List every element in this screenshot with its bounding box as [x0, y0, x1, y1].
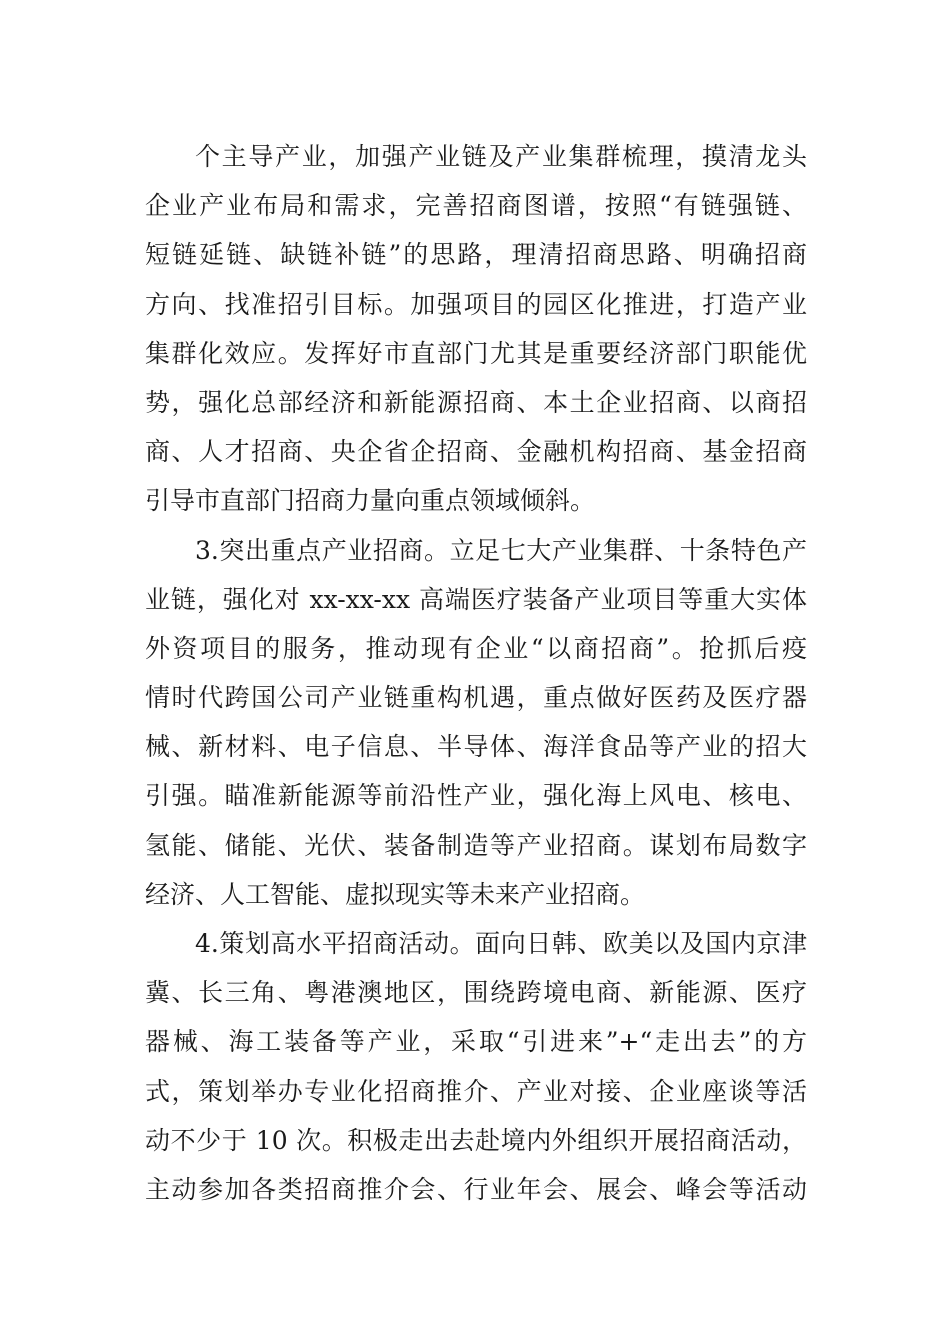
text-line: 3.突出重点产业招商。立足七大产业集群、十条特色产: [195, 535, 807, 565]
text-line: 方向、找准招引目标。加强项目的园区化推进，打造产业: [145, 289, 807, 319]
text-line: 引导市直部门招商力量向重点领域倾斜。: [145, 486, 596, 516]
text-line: 外资项目的服务，推动现有企业“以商招商”。抢抓后疫: [145, 633, 807, 663]
text-line: 情时代跨国公司产业链重构机遇，重点做好医药及医疗器: [145, 683, 807, 713]
text-line: 个主导产业，加强产业链及产业集群梳理，摸清龙头: [195, 142, 807, 171]
text-line: 4.策划高水平招商活动。面向日韩、欧美以及国内京津: [195, 929, 807, 958]
text-line: 冀、长三角、粤港澳地区，围绕跨境电商、新能源、医疗: [145, 978, 807, 1008]
text-line: 经济、人工智能、虚拟现实等未来产业招商。: [145, 879, 646, 909]
text-line: 主动参加各类招商推介会、行业年会、展会、峰会等活动: [145, 1174, 807, 1204]
text-line: 动不少于 10 次。积极走出去赴境内外组织开展招商活动，: [145, 1125, 807, 1155]
text-line: 势，强化总部经济和新能源招商、本土企业招商、以商招: [145, 387, 807, 417]
text-line: 集群化效应。发挥好市直部门尤其是重要经济部门职能优: [145, 338, 807, 368]
text-line: 企业产业布局和需求，完善招商图谱，按照“有链强链、: [145, 191, 807, 221]
text-line: 氢能、储能、光伏、装备制造等产业招商。谋划布局数字: [145, 830, 807, 860]
text-line: 器械、海工装备等产业，采取“引进来”+“走出去”的方: [145, 1027, 807, 1057]
text-line: 短链延链、缺链补链”的思路，理清招商思路、明确招商: [145, 240, 807, 270]
text-line: 引强。瞄准新能源等前沿性产业，强化海上风电、核电、: [145, 781, 807, 811]
text-line: 式，策划举办专业化招商推介、产业对接、企业座谈等活: [145, 1076, 807, 1106]
text-line: 业链，强化对 xx-xx-xx 高端医疗装备产业项目等重大实体: [145, 584, 807, 614]
text-line: 商、人才招商、央企省企招商、金融机构招商、基金招商: [145, 437, 807, 467]
body-text: [145, 132, 807, 1214]
text-line: 械、新材料、电子信息、半导体、海洋食品等产业的招大: [145, 732, 807, 762]
